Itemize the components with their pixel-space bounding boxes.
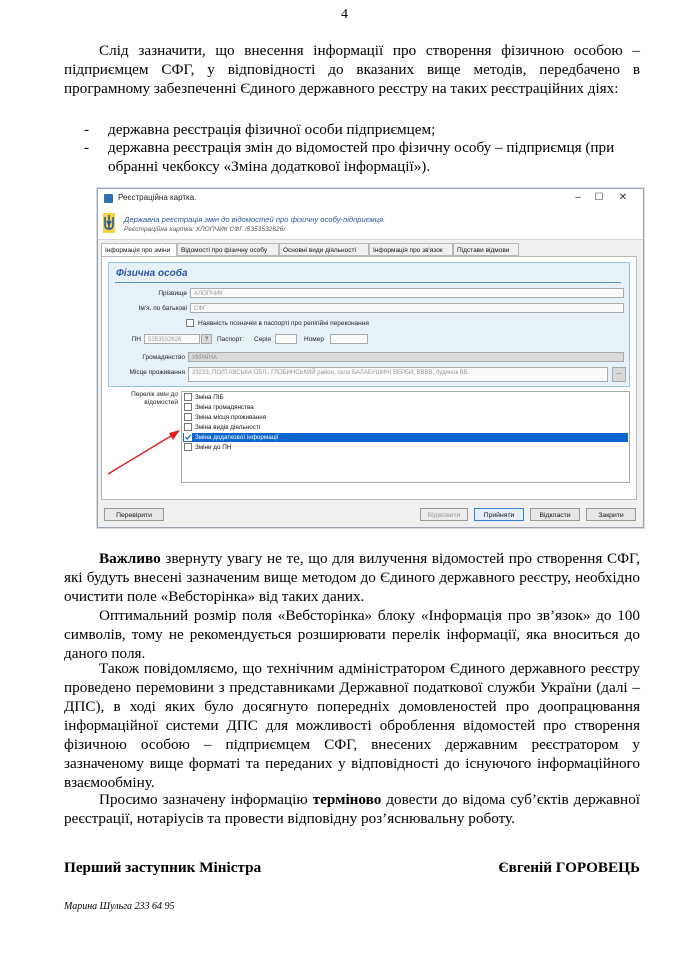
signatory-name: Євгеній ГОРОВЕЦЬ (498, 859, 640, 876)
important-paragraph (64, 549, 640, 606)
app-icon (104, 194, 113, 203)
list-dash: - (84, 121, 90, 138)
tab-contacts[interactable]: Інформація про зв'язок (369, 243, 453, 256)
address-field[interactable]: 23233, ПОЛТАВСЬКА ОБЛ., ГЛОБИНСЬКИЙ район, село БАЛАБУШИНІ ВЕРБИ, ВВВВ, будинок ВВ. (188, 367, 608, 382)
address-label: Місце проживання (129, 369, 185, 376)
change-checkbox[interactable] (184, 443, 192, 451)
change-item-pib[interactable] (183, 393, 628, 402)
postpone-button[interactable]: Відкласти (530, 508, 580, 521)
card-header-subtitle: Реєстраційна картка: ХЛОПЧИК СФГ /5353532626/ (124, 226, 286, 233)
minimize-button[interactable]: – (575, 192, 581, 203)
change-checkbox[interactable] (184, 393, 192, 401)
series-field[interactable] (275, 334, 297, 344)
registration-card-window (97, 188, 644, 528)
close-window-button[interactable]: ✕ (618, 192, 628, 203)
important-text: звернуту увагу не те, що для вилучення відомостей про створення СФГ, які будуть внесені зазначеним вище методом до Єдиного державного реєстру, необхідно очистити поле «Вебсторінка» від таких даних. (64, 550, 640, 605)
tab-panel (101, 256, 637, 500)
surname-label: Прізвище (158, 290, 187, 297)
change-checkbox-checked[interactable] (184, 433, 192, 441)
close-button[interactable]: Закрити (586, 508, 636, 521)
list-item-text: державна реєстрація змін до відомостей про фізичну особу – підприємця (при обранні чекбоксу «Зміна додаткової інформації»). (108, 139, 615, 175)
signatory-position: Перший заступник Міністра (64, 859, 262, 876)
citizenship-field: УКРАЇНА (188, 352, 624, 362)
address-select-button[interactable]: ... (612, 367, 626, 382)
change-item-citizenship[interactable] (183, 403, 628, 412)
religious-checkbox[interactable] (186, 319, 194, 327)
list-dash: - (84, 139, 90, 156)
tax-id-help-button[interactable]: ? (201, 334, 212, 344)
change-checkbox[interactable] (184, 403, 192, 411)
passport-label: Паспорт: (217, 336, 244, 343)
optimal-size-paragraph: Оптимальний розмір поля «Вебсторінка» блоку «Інформація про зв’язок» до 100 символів, тому не рекомендується розширювати перелік інформації, яка вноситься до даного поля. (64, 607, 640, 662)
tab-change-info[interactable]: Інформація про зміни (101, 243, 177, 257)
citizenship-label: Громадянство (142, 354, 185, 361)
trident-icon (103, 213, 115, 233)
check-icon (184, 433, 192, 441)
card-header-title: Державна реєстрація змін до відомостей про фізичну особу-підприємця. (124, 215, 386, 224)
list-item-text: державна реєстрація фізичної особи підприємцем; (108, 121, 436, 138)
window-title: Реєстраційна картка. (118, 193, 197, 202)
change-label: Зміна додаткової інформації (195, 434, 279, 441)
tax-id-field[interactable]: 5353532626 (144, 334, 200, 344)
change-label: Зміна громадянства (195, 404, 254, 411)
change-item-residence[interactable] (183, 413, 628, 422)
executor-contact: Марина Шульга 233 64 95 (64, 901, 175, 912)
surname-field[interactable]: ХЛОПЧИК (190, 288, 624, 298)
tax-id-label: ПН (131, 336, 141, 343)
group-title: Фізична особа (116, 268, 188, 279)
request-text-end: довести до відома суб’єктів державної реєстрації, нотаріусів та провести відповідну роз’яснювальну роботу. (64, 791, 641, 827)
reject-button[interactable]: Відмовити (420, 508, 468, 521)
accept-button[interactable]: Прийняти (474, 508, 524, 521)
name-field[interactable]: СФГ (190, 303, 624, 313)
change-item-additional-info[interactable] (183, 433, 628, 442)
card-header (98, 209, 643, 240)
change-checkbox[interactable] (184, 413, 192, 421)
important-lead: Важливо (99, 550, 161, 567)
religious-label: Наявність позначки в паспорті про релігійні переконання (198, 320, 369, 327)
request-paragraph (64, 790, 640, 828)
tab-refusal-reasons[interactable]: Підстави відмови (453, 243, 519, 256)
change-item-activities[interactable] (183, 423, 628, 432)
change-label: Зміна ПІБ (195, 394, 224, 401)
page-number: 4 (341, 7, 348, 22)
change-label: Зміна видів діяльності (195, 424, 261, 431)
list-item (84, 120, 640, 139)
change-label: Зміни до ПН (195, 444, 232, 451)
change-label: Зміна місця проживання (195, 414, 267, 421)
tab-activities[interactable]: Основні види діяльності (279, 243, 369, 256)
maximize-button[interactable]: ☐ (594, 192, 604, 203)
change-item-tax-id[interactable] (183, 443, 628, 452)
number-field[interactable] (330, 334, 368, 344)
number-label: Номер (304, 336, 325, 343)
change-checkbox[interactable] (184, 423, 192, 431)
check-button[interactable]: Перевірити (104, 508, 164, 521)
request-urgent: терміново (312, 791, 382, 808)
changes-list (181, 391, 630, 483)
name-label: Ім'я, по батькові (138, 305, 187, 312)
tab-person-info[interactable]: Відомості про фізичну особу (177, 243, 279, 256)
person-group (108, 262, 630, 387)
intro-paragraph: Слід зазначити, що внесення інформації про створення фізичною особою – підприємцем СФГ, у відповідності до вказаних вище методів, передбачено в програмному забезпеченні Єдиного державного реєстру на таких реєстраційних діях: (64, 42, 640, 97)
series-label: Серія (254, 336, 271, 343)
negotiations-paragraph: Також повідомляємо, що технічним адміністратором Єдиного державного реєстру проведено перемовини з представниками Державної податкової служби України (далі – ДПС), в ході яких було досягнуто попередніх домовленостей про доопрацювання інформаційної системи ДПС для можливості оброблення відомостей про створення фізичною особою – підприємцем СФГ, внесених державним реєстратором у зазначеному вище форматі та переданих у відповідності до існуючого інформаційного взаємообміну. (64, 660, 640, 791)
request-text-start: Просимо зазначену інформацію (99, 791, 313, 808)
changes-list-label: Перелік змін до відомостей (131, 391, 178, 406)
window-titlebar (98, 189, 643, 209)
group-divider (115, 282, 621, 283)
list-item (84, 138, 640, 176)
